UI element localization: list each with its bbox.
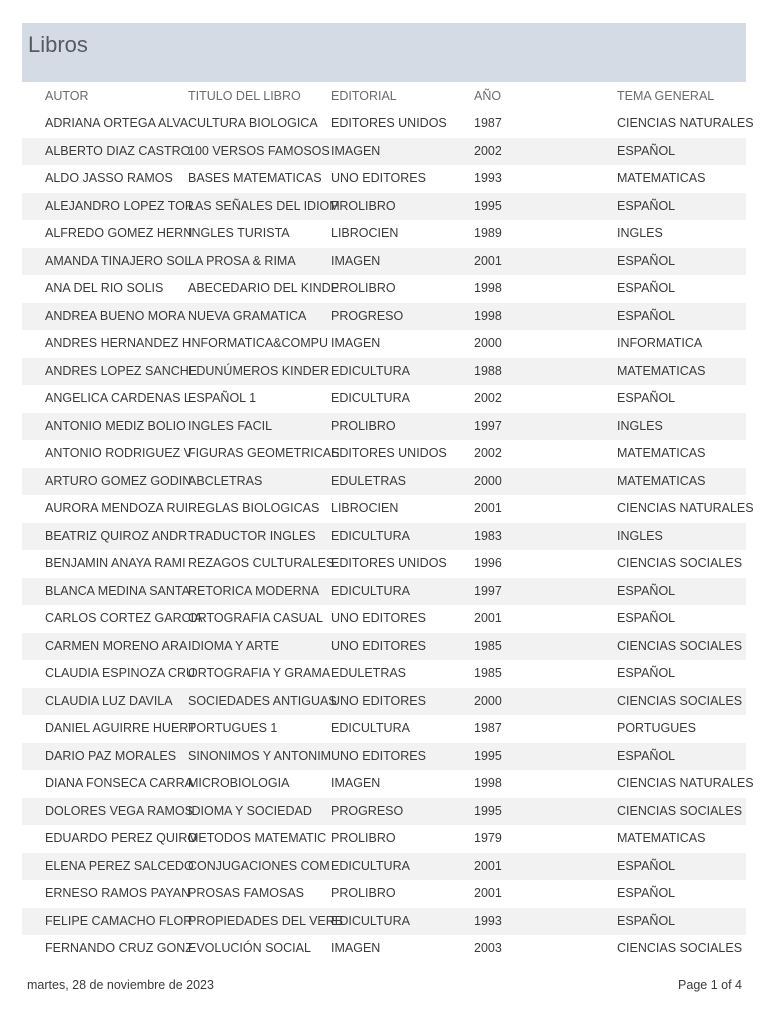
cell-tema: ESPAÑOL <box>617 748 676 763</box>
cell-titulo: FIGURAS GEOMETRICAS <box>188 446 340 460</box>
table-row <box>22 468 746 496</box>
cell-tema: CIENCIAS SOCIALES <box>617 693 743 708</box>
table-row <box>22 330 746 358</box>
cell-titulo: INGLES TURISTA <box>188 226 290 240</box>
report-title: Libros <box>28 32 88 57</box>
cell-anio: 1997 <box>474 583 502 598</box>
cell-anio: 2003 <box>474 941 502 955</box>
column-header-autor: AUTOR <box>45 89 89 103</box>
cell-autor: ANDRES HERNANDEZ H <box>45 336 191 350</box>
cell-editorial: EDICULTURA <box>331 913 410 928</box>
cell-tema: ESPAÑOL <box>617 308 676 323</box>
cell-anio: 2001 <box>474 858 502 873</box>
table-row <box>22 688 746 716</box>
cell-anio: 2001 <box>474 501 502 515</box>
cell-titulo: EDUNÚMEROS KINDER <box>188 363 329 378</box>
cell-anio: 2001 <box>474 611 502 625</box>
cell-tema: INGLES <box>617 528 663 543</box>
cell-titulo: ESPAÑOL 1 <box>188 391 257 405</box>
cell-titulo: REZAGOS CULTURALES <box>188 556 335 570</box>
cell-titulo: BASES MATEMATICAS <box>188 171 322 185</box>
cell-autor: CARMEN MORENO ARA <box>45 638 188 653</box>
table-row <box>22 853 746 881</box>
cell-anio: 2002 <box>474 143 502 158</box>
cell-titulo: PORTUGUES 1 <box>188 721 278 735</box>
cell-autor: AURORA MENDOZA RUI <box>45 501 189 515</box>
table-row <box>22 138 746 166</box>
cell-tema: CIENCIAS SOCIALES <box>617 638 743 653</box>
cell-tema: CIENCIAS SOCIALES <box>617 803 743 818</box>
cell-autor: ALFREDO GOMEZ HERN <box>45 226 193 240</box>
cell-autor: AMANDA TINAJERO SOL <box>45 253 192 268</box>
cell-autor: ANA DEL RIO SOLIS <box>45 281 164 295</box>
column-header-titulo: TITULO DEL LIBRO <box>188 89 301 103</box>
cell-autor: ANTONIO RODRIGUEZ V <box>45 446 193 460</box>
cell-autor: BLANCA MEDINA SANTA <box>45 583 190 598</box>
cell-autor: ANGELICA CARDENAS L <box>45 391 191 405</box>
table-row <box>22 193 746 221</box>
cell-tema: ESPAÑOL <box>617 391 676 405</box>
cell-titulo: ABECEDARIO DEL KINDE <box>188 281 339 295</box>
column-header-editorial: EDITORIAL <box>331 89 397 103</box>
cell-anio: 1998 <box>474 776 502 790</box>
cell-autor: CARLOS CORTEZ GARCIA <box>45 611 203 625</box>
column-header-tema: TEMA GENERAL <box>617 89 715 103</box>
report-header <box>22 23 746 82</box>
cell-titulo: ORTOGRAFIA CASUAL <box>188 611 323 625</box>
cell-tema: ESPAÑOL <box>617 583 676 598</box>
cell-anio: 1988 <box>474 363 502 378</box>
cell-titulo: INGLES FACIL <box>188 418 273 433</box>
cell-editorial: EDICULTURA <box>331 583 410 598</box>
cell-titulo: NUEVA GRAMATICA <box>188 308 307 323</box>
cell-autor: DANIEL AGUIRRE HUERT <box>45 721 196 735</box>
table-row <box>22 605 746 633</box>
cell-autor: ANDREA BUENO MORA <box>45 308 186 323</box>
cell-tema: CIENCIAS SOCIALES <box>617 556 743 570</box>
cell-titulo: MICROBIOLOGIA <box>188 776 290 790</box>
footer-date: martes, 28 de noviembre de 2023 <box>27 978 214 992</box>
cell-titulo: INFORMATICA&COMPU <box>188 336 329 350</box>
table-row <box>22 165 746 193</box>
cell-titulo: EVOLUCIÓN SOCIAL <box>188 941 311 955</box>
cell-anio: 1979 <box>474 831 502 845</box>
cell-editorial: LIBROCIEN <box>331 226 399 240</box>
cell-titulo: IDIOMA Y ARTE <box>188 638 280 653</box>
cell-tema: ESPAÑOL <box>617 666 676 680</box>
cell-anio: 2002 <box>474 391 502 405</box>
cell-titulo: RETORICA MODERNA <box>188 583 320 598</box>
cell-editorial: IMAGEN <box>331 336 381 350</box>
cell-autor: CLAUDIA LUZ DAVILA <box>45 693 173 708</box>
cell-tema: ESPAÑOL <box>617 198 676 213</box>
cell-editorial: UNO EDITORES <box>331 638 426 653</box>
cell-editorial: EDICULTURA <box>331 858 410 873</box>
cell-anio: 1987 <box>474 116 502 130</box>
cell-tema: MATEMATICAS <box>617 473 706 488</box>
cell-editorial: PROLIBRO <box>331 281 396 295</box>
cell-anio: 1998 <box>474 308 502 323</box>
cell-tema: ESPAÑOL <box>617 858 676 873</box>
table-body <box>22 110 754 963</box>
cell-autor: FERNANDO CRUZ GONZ <box>45 941 193 955</box>
cell-titulo: CULTURA BIOLOGICA <box>188 116 318 130</box>
cell-tema: MATEMATICAS <box>617 171 706 185</box>
cell-tema: CIENCIAS NATURALES <box>617 116 754 130</box>
cell-autor: EDUARDO PEREZ QUIRO <box>45 831 198 845</box>
cell-anio: 1997 <box>474 418 502 433</box>
cell-tema: ESPAÑOL <box>617 143 676 158</box>
cell-tema: ESPAÑOL <box>617 611 676 625</box>
table-row <box>22 440 746 468</box>
cell-editorial: IMAGEN <box>331 941 381 955</box>
cell-tema: ESPAÑOL <box>617 281 676 295</box>
cell-autor: DIANA FONSECA CARRA <box>45 776 193 790</box>
cell-editorial: UNO EDITORES <box>331 748 426 763</box>
cell-editorial: EDULETRAS <box>331 473 407 488</box>
cell-editorial: EDICULTURA <box>331 363 410 378</box>
cell-titulo: REGLAS BIOLOGICAS <box>188 501 320 515</box>
cell-editorial: EDICULTURA <box>331 391 410 405</box>
cell-titulo: METODOS MATEMATIC <box>188 831 327 845</box>
cell-autor: BEATRIZ QUIROZ ANDR <box>45 528 188 543</box>
table-row <box>22 578 746 606</box>
cell-titulo: TRADUCTOR INGLES <box>188 528 316 543</box>
table-row <box>22 413 746 441</box>
cell-anio: 1985 <box>474 666 502 680</box>
cell-anio: 2000 <box>474 693 502 708</box>
cell-editorial: IMAGEN <box>331 776 381 790</box>
cell-anio: 1985 <box>474 638 502 653</box>
cell-titulo: LA PROSA & RIMA <box>188 253 296 268</box>
table-row <box>22 550 746 578</box>
cell-titulo: ABCLETRAS <box>188 473 263 488</box>
cell-autor: DOLORES VEGA RAMOS <box>45 803 193 818</box>
cell-anio: 2001 <box>474 253 502 268</box>
cell-titulo: CONJUGACIONES COM <box>188 858 330 873</box>
cell-autor: ARTURO GOMEZ GODIN <box>45 473 192 488</box>
cell-anio: 1987 <box>474 721 502 735</box>
cell-anio: 1993 <box>474 913 502 928</box>
cell-tema: ESPAÑOL <box>617 886 676 900</box>
cell-editorial: PROLIBRO <box>331 198 396 213</box>
cell-autor: ALBERTO DIAZ CASTRO <box>45 143 191 158</box>
table-row <box>22 110 754 138</box>
cell-titulo: PROSAS FAMOSAS <box>188 886 305 900</box>
cell-autor: ANDRES LOPEZ SANCHE <box>45 363 198 378</box>
table-row <box>22 825 746 853</box>
cell-autor: ELENA PEREZ SALCEDO <box>45 858 194 873</box>
cell-autor: DARIO PAZ MORALES <box>45 748 177 763</box>
cell-editorial: EDITORES UNIDOS <box>331 556 447 570</box>
cell-autor: CLAUDIA ESPINOZA CRU <box>45 666 196 680</box>
table-row <box>22 880 746 908</box>
table-row <box>22 633 746 661</box>
cell-anio: 2002 <box>474 446 502 460</box>
cell-titulo: PROPIEDADES DEL VERB <box>188 913 344 928</box>
table-row <box>22 220 746 248</box>
cell-editorial: EDULETRAS <box>331 666 407 680</box>
cell-anio: 1996 <box>474 556 502 570</box>
table-row <box>22 248 746 276</box>
cell-editorial: UNO EDITORES <box>331 693 426 708</box>
cell-tema: INFORMATICA <box>617 336 703 350</box>
cell-titulo: SINONIMOS Y ANTONIM <box>188 748 332 763</box>
cell-titulo: LAS SEÑALES DEL IDIOM <box>188 198 340 213</box>
table-row <box>22 743 746 771</box>
cell-editorial: UNO EDITORES <box>331 171 426 185</box>
cell-editorial: IMAGEN <box>331 253 381 268</box>
cell-tema: CIENCIAS NATURALES <box>617 776 754 790</box>
table-header-row <box>22 82 746 110</box>
cell-editorial: UNO EDITORES <box>331 611 426 625</box>
table-row <box>22 523 746 551</box>
cell-autor: ALDO JASSO RAMOS <box>45 171 173 185</box>
cell-titulo: IDIOMA Y SOCIEDAD <box>188 803 312 818</box>
cell-editorial: IMAGEN <box>331 143 381 158</box>
cell-anio: 2000 <box>474 336 502 350</box>
cell-anio: 1995 <box>474 803 502 818</box>
table-row <box>22 275 746 303</box>
cell-anio: 1998 <box>474 281 502 295</box>
table-row <box>22 660 746 688</box>
cell-editorial: EDICULTURA <box>331 721 410 735</box>
report-table <box>22 82 754 963</box>
cell-editorial: EDITORES UNIDOS <box>331 116 447 130</box>
cell-autor: FELIPE CAMACHO FLOR <box>45 913 193 928</box>
table-row <box>22 303 746 331</box>
cell-autor: ERNESO RAMOS PAYAN <box>45 886 191 900</box>
cell-editorial: PROLIBRO <box>331 831 396 845</box>
footer-page-number: Page 1 of 4 <box>678 978 742 992</box>
column-header-anio: AÑO <box>474 89 502 103</box>
cell-anio: 1983 <box>474 528 502 543</box>
cell-anio: 2000 <box>474 473 502 488</box>
cell-autor: BENJAMIN ANAYA RAMI <box>45 556 186 570</box>
cell-tema: ESPAÑOL <box>617 253 676 268</box>
cell-tema: PORTUGUES <box>617 721 696 735</box>
cell-editorial: PROLIBRO <box>331 886 396 900</box>
cell-tema: MATEMATICAS <box>617 446 706 460</box>
table-row <box>22 495 754 523</box>
cell-anio: 2001 <box>474 886 502 900</box>
cell-anio: 1995 <box>474 748 502 763</box>
cell-tema: ESPAÑOL <box>617 913 676 928</box>
table-row <box>22 935 746 963</box>
cell-tema: INGLES <box>617 418 663 433</box>
table-row <box>22 798 746 826</box>
cell-tema: MATEMATICAS <box>617 831 706 845</box>
cell-titulo: 100 VERSOS FAMOSOS <box>188 143 330 158</box>
cell-tema: CIENCIAS SOCIALES <box>617 941 743 955</box>
table-row <box>22 715 746 743</box>
cell-autor: ALEJANDRO LOPEZ TOR <box>45 198 194 213</box>
cell-anio: 1995 <box>474 198 502 213</box>
table-row <box>22 385 746 413</box>
cell-autor: ANTONIO MEDIZ BOLIO <box>45 418 186 433</box>
cell-editorial: EDICULTURA <box>331 528 410 543</box>
cell-tema: MATEMATICAS <box>617 363 706 378</box>
cell-editorial: PROLIBRO <box>331 418 396 433</box>
cell-tema: INGLES <box>617 226 663 240</box>
cell-anio: 1989 <box>474 226 502 240</box>
cell-titulo: SOCIEDADES ANTIGUAS <box>188 693 337 708</box>
table-row <box>22 358 746 386</box>
cell-titulo: ORTOGRAFIA Y GRAMA <box>188 666 331 680</box>
table-row <box>22 770 754 798</box>
cell-editorial: PROGRESO <box>331 308 404 323</box>
cell-autor: ADRIANA ORTEGA ALVA <box>45 116 189 130</box>
cell-editorial: EDITORES UNIDOS <box>331 446 447 460</box>
cell-anio: 1993 <box>474 171 502 185</box>
cell-editorial: LIBROCIEN <box>331 501 399 515</box>
table-row <box>22 908 746 936</box>
cell-tema: CIENCIAS NATURALES <box>617 501 754 515</box>
cell-editorial: PROGRESO <box>331 803 404 818</box>
